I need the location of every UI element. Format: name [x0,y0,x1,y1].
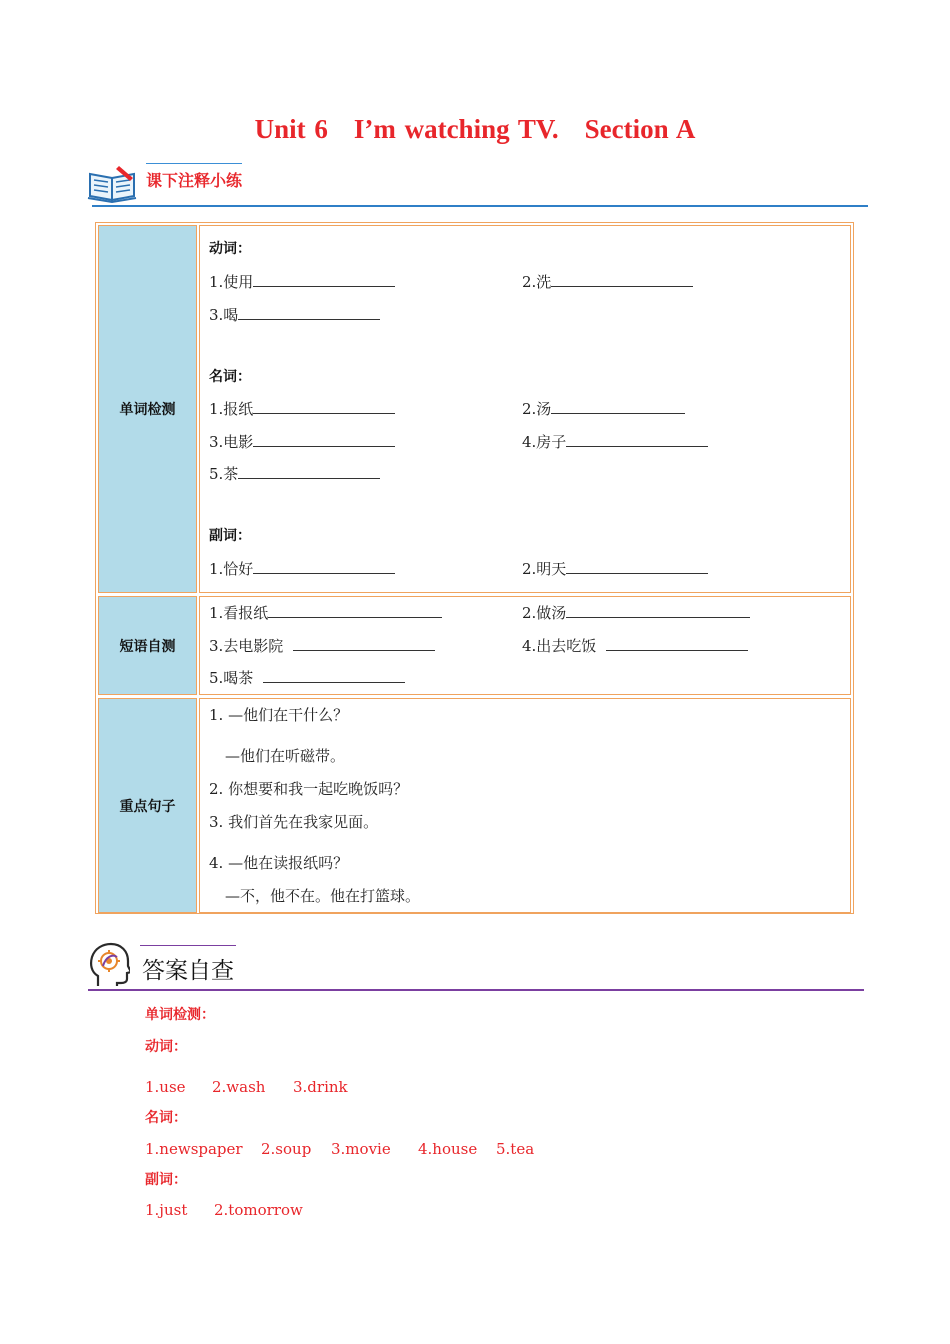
section-divider [92,205,868,207]
book-icon [86,164,140,204]
answers-adverbs-label: 副词： [145,1172,187,1188]
page-title [0,114,950,145]
row-content [199,596,851,695]
answers-nouns-label: 名词： [145,1110,187,1126]
exercise-item: 1.恰好 [209,558,395,579]
exercise-item: 1.报纸 [209,398,395,419]
row-content [199,225,851,593]
exercise-item: 3.喝 [209,304,380,325]
row-content [199,698,851,913]
nouns-label: 名词： [209,369,251,385]
head-gear-icon [88,942,130,988]
exercise-item: 4.出去吃饭 [522,635,748,656]
sentence-item: —他们在听磁带。 [225,747,346,765]
section-header-answers [88,940,864,994]
exercise-item: 2.洗 [522,271,693,292]
section-header-exercises [86,160,868,210]
answer-item: 3.drink [293,1078,348,1096]
exercise-item: 5.茶 [209,463,380,484]
exercise-item: 1.使用 [209,271,395,292]
sentence-item: 4. —他在读报纸吗？ [209,854,349,872]
sentence-item: —不，他不在。他在打篮球。 [225,887,421,905]
section-topline [146,163,242,164]
row-header: 重点句子 [98,698,197,913]
exercise-item: 3.电影 [209,431,395,452]
sentence-item: 1. —他们在干什么？ [209,706,349,724]
exercise-item: 2.明天 [522,558,708,579]
answer-item: 1.use [145,1078,186,1096]
verbs-label: 动词： [209,241,251,257]
answer-item: 2.wash [212,1078,266,1096]
exercise-item: 2.做汤 [522,602,750,623]
title-sentence: I’m watching TV. [353,114,559,144]
title-section: Section A [584,114,696,144]
answer-item: 2.tomorrow [214,1201,303,1219]
exercise-table [95,222,854,914]
section-divider [88,989,864,991]
table-row-phrase-test [96,594,853,696]
answers-verbs-label: 动词： [145,1039,187,1055]
exercise-item: 3.去电影院 [209,635,435,656]
adverbs-label: 副词： [209,528,251,544]
answer-item: 4.house [418,1140,478,1158]
row-header: 短语自测 [98,596,197,695]
answer-item: 5.tea [496,1140,535,1158]
answer-item: 2.soup [261,1140,312,1158]
exercise-item: 1.看报纸 [209,602,442,623]
section-label: 课下注释小练 [146,171,243,190]
exercise-item: 2.汤 [522,398,685,419]
section-label: 答案自查 [142,958,234,984]
exercise-item: 4.房子 [522,431,708,452]
answer-item: 3.movie [331,1140,391,1158]
row-header: 单词检测 [98,225,197,593]
exercise-item: 5.喝茶 [209,667,405,688]
answer-item: 1.newspaper [145,1140,243,1158]
answers-heading: 单词检测： [145,1007,215,1023]
answer-item: 1.just [145,1201,188,1219]
sentence-item: 3. 我们首先在我家见面。 [209,813,379,831]
section-topline [140,945,236,946]
table-row-word-test [96,223,853,594]
table-row-key-sentences [96,696,853,914]
title-unit: Unit 6 [254,114,328,144]
sentence-item: 2. 你想要和我一起吃晚饭吗？ [209,780,409,798]
